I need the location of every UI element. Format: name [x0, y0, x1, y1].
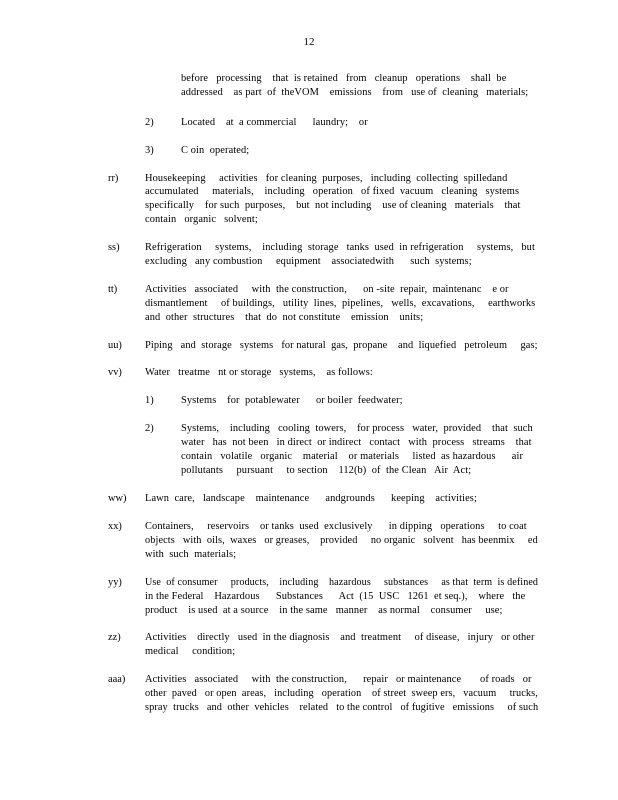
item-label-vv: vv) — [108, 367, 122, 378]
item-line: other paved or open areas, including operation of street sweep ers, vacuum trucks, — [145, 688, 538, 699]
item-line: Water treatme nt or storage systems, as follows: — [145, 367, 373, 378]
item-line: contain organic solvent; — [145, 214, 258, 225]
sub-item-line: Located at a commercial laundry; or — [181, 117, 368, 128]
item-line: specifically for such purposes, but not including use of cleaning materials that — [145, 200, 521, 211]
sub-item-line: contain volatile organic material or materials listed as hazardous air — [181, 451, 524, 462]
item-label-aaa: aaa) — [108, 674, 126, 685]
item-line: spray trucks and other vehicles related to the control of fugitive emissions of such — [145, 702, 539, 713]
item-line: dismantlement of buildings, utility lines, pipelines, wells, excavations, earthworks — [145, 298, 536, 309]
item-line: accumulated materials, including operation of fixed vacuum cleaning systems — [145, 186, 520, 197]
item-label-uu: uu) — [108, 340, 122, 351]
item-line: Use of consumer products, including hazardous substances as that term is defined — [145, 577, 539, 588]
continuation-line: addressed as part of theVOM emissions from use of cleaning materials; — [181, 87, 529, 98]
sub-item-line: water has not been in direct or indirect contact with process streams that — [181, 437, 532, 448]
item-label-rr: rr) — [108, 173, 119, 184]
sub-item-label: 2) — [145, 117, 154, 128]
item-label-yy: yy) — [108, 577, 122, 588]
sub-item-label: 1) — [145, 395, 154, 406]
sub-item-line: pollutants pursuant to section 112(b) of the Clean Air Act; — [181, 465, 472, 476]
item-line: Housekeeping activities for cleaning purposes, including collecting spilledand — [145, 173, 508, 184]
sub-item-line: C oin operated; — [181, 145, 250, 156]
item-line: Piping and storage systems for natural gas, propane and liquefied petroleum gas; — [145, 340, 538, 351]
item-label-ss: ss) — [108, 242, 120, 253]
page-number: 12 — [303, 36, 315, 48]
item-line: Refrigeration systems, including storage tanks used in refrigeration systems, but — [145, 242, 535, 253]
item-line: product is used at a source in the same manner as normal consumer use; — [145, 605, 503, 616]
item-label-zz: zz) — [108, 632, 121, 643]
sub-item-label: 2) — [145, 423, 154, 434]
item-line: medical condition; — [145, 646, 236, 657]
sub-item-label: 3) — [145, 145, 154, 156]
sub-item-line: Systems, including cooling towers, for process water, provided that such — [181, 423, 533, 434]
continuation-line: before processing that is retained from cleanup operations shall be — [181, 73, 507, 84]
item-line: Containers, reservoirs or tanks used exclusively in dipping operations to coat — [145, 521, 527, 532]
item-line: with such materials; — [145, 549, 237, 560]
item-line: objects with oils, waxes or greases, provided no organic solvent has beenmix ed — [145, 535, 538, 546]
item-label-ww: ww) — [108, 493, 127, 504]
item-line: Activities associated with the construction, on -site repair, maintenanc e or — [145, 284, 509, 295]
item-label-tt: tt) — [108, 284, 118, 295]
item-line: Lawn care, landscape maintenance andgrounds keeping activities; — [145, 493, 477, 504]
item-line: in the Federal Hazardous Substances Act (15 USC 1261 et seq.), where the — [145, 591, 526, 602]
item-label-xx: xx) — [108, 521, 122, 532]
sub-item-line: Systems for potablewater or boiler feedwater; — [181, 395, 403, 406]
item-line: excluding any combustion equipment associatedwith such systems; — [145, 256, 472, 267]
item-line: and other structures that do not constitute emission units; — [145, 312, 424, 323]
item-line: Activities associated with the construction, repair or maintenance of roads or — [145, 674, 532, 685]
item-line: Activities directly used in the diagnosis and treatment of disease, injury or other — [145, 632, 535, 643]
